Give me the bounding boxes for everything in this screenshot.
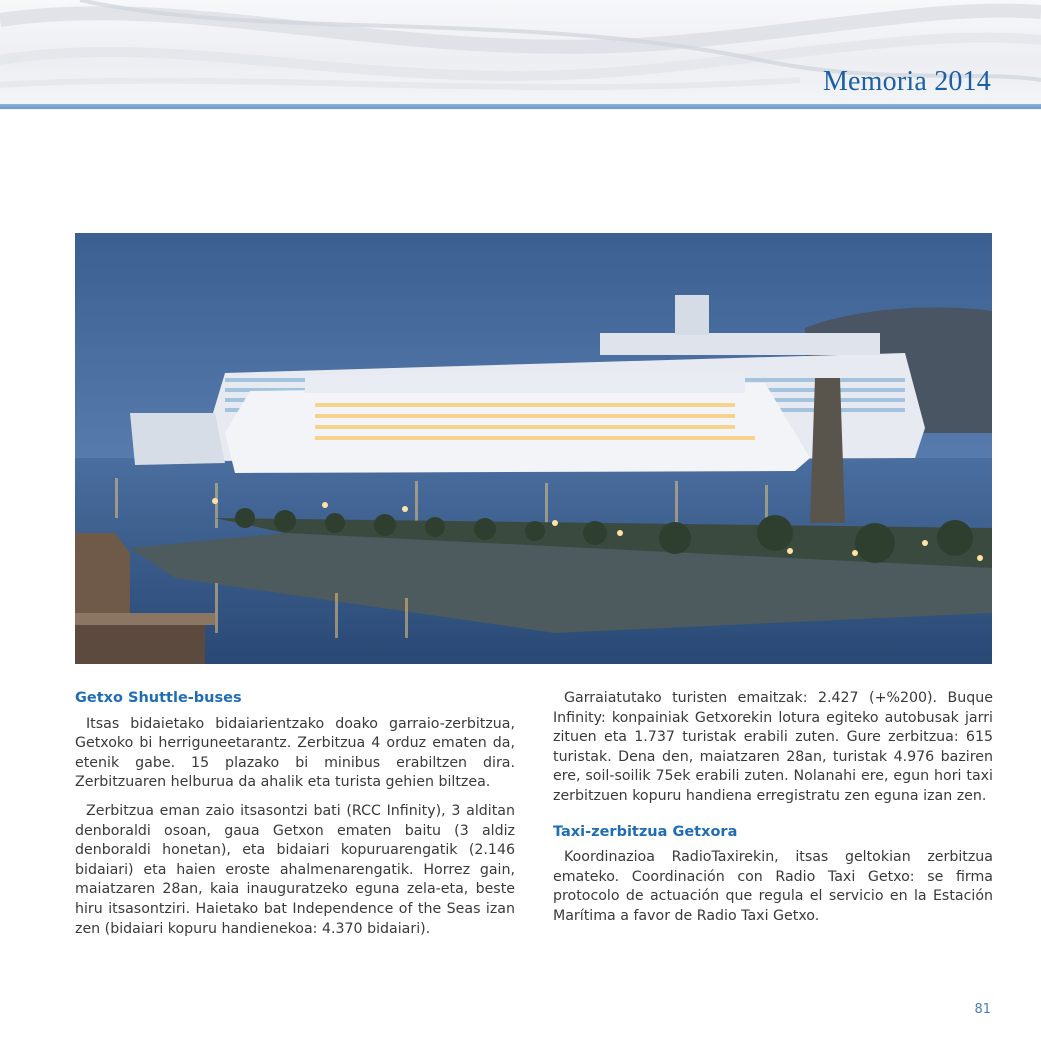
header-title: Memoria 2014	[822, 66, 991, 97]
left-column	[75, 689, 515, 948]
header-rule	[0, 104, 1041, 109]
paragraph: Koordinazioa RadioTaxirekin, itsas geltokian zerbitzua emateko. Coordinación con Radio Taxi Getxo: se firma protocolo de actuación que regula el servicio en la Estación Marítima a favor de Radio Taxi Getxo.	[553, 849, 993, 924]
page-number: 81	[974, 1002, 991, 1017]
section-heading-shuttle: Getxo Shuttle-buses	[75, 690, 242, 706]
paragraph: Garraiatutako turisten emaitzak: 2.427 (+%200). Buque Infinity: konpainiak Getxorekin lotura egiteko autobusak jarri zituen eta 1.737 turistak erabili zuten. Gure zerbitzua: 615 turistak. Dena den, maiatzaren 28an, turistak 4.976 baziren ere, soil-soilik 75ek erabili zuten. Nolanahi ere, egun hori taxi zerbitzuen kopuru handiena erregistratu zen eguna izan zen.	[553, 690, 993, 804]
paragraph: Zerbitzua eman zaio itsasontzi bati (RCC Infinity), 3 alditan denboraldi osoan, gaua Getxon ematen baitu (3 aldiz denboraldi honetan), eta bidaiari kopuruarengatik (2.146 bidaiari) eta haien eroste ahalmenarengatik. Horrez gain, maiatzaren 28an, kaia inauguratzeko eguna zela-eta, beste hiru itsasontziri. Haietako bat Independence of the Seas izan zen (bidaiari kopuru handienekoa: 4.370 bidaiari).	[75, 802, 515, 937]
right-column	[553, 689, 993, 936]
paragraph: Itsas bidaietako bidaiarientzako doako garraio-zerbitzua, Getxoko bi herriguneetarantz. Zerbitzua 4 orduz ematen da, etenik gabe. 15 plazako bi minibus erabiltzen dira. Zerbitzuaren helburua da ahalik eta turista gehien biltzea.	[75, 715, 515, 791]
section-heading-taxi: Taxi-zerbitzua Getxora	[553, 823, 738, 840]
cruise-ships-photo	[75, 233, 992, 664]
page-header	[0, 0, 1041, 110]
